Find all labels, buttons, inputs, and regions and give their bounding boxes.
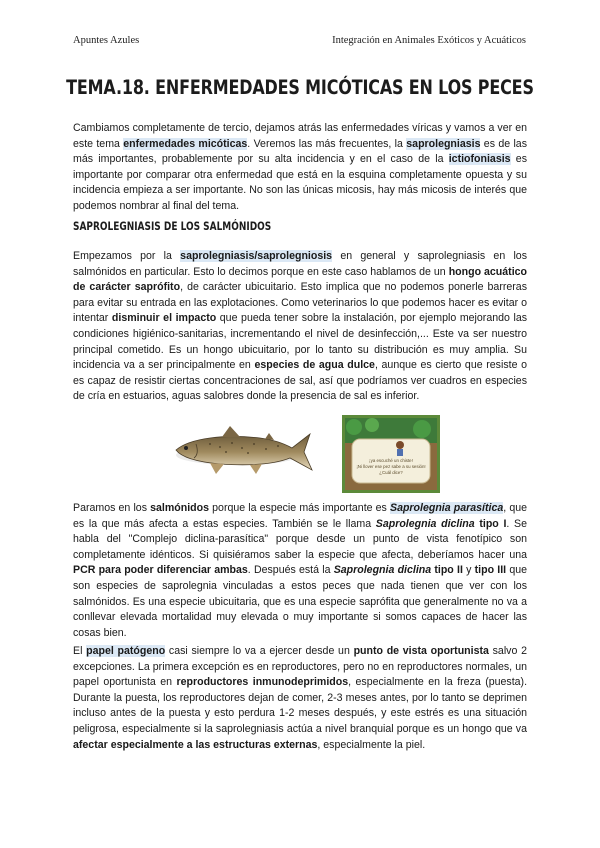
salmonidos-paragraph: Paramos en los salmónidos porque la especie más importante es Saprolegnia parasítica, que es la que más afecta a estas especies. También se le llama Saprolegnia diclina tipo I. Se habla del "Complejo diclina-parasítica" porque desde un punto de vista fenotípico son completamente idénticos. Si quisiéramos saber la especie que afecta, deberíamos hacer una PCR para poder diferenciar ambas. Después está la Saprolegnia diclina tipo II y tipo III que son especies de saprolegnia vinculadas a estos peces que nada tienen que ver con los salmónidos. Es una especie ubicuitaria, que es una especie saprófita que generalmente no va a conllevar elevada mortalidad muy elevada o muy importante si somos capaces de hacer las cosas bien.: [73, 502, 528, 639]
intro-paragraph: Cambiamos completamente de tercio, dejamos atrás las enfermedades víricas y vamos a ver en este tema enfermedades micóticas. Veremos las más frecuentes, la saprolegniasis es de las más importantes, probablemente por su alta incidencia y en el caso de la ictiofoniasis es importante por comparar otra enfermedad que está en la esquina completamente opuesta y su incidencia empieza a ser importante. No son las únicas micosis, hay más micosis de interés que podemos nombrar al final del tema.: [73, 122, 527, 212]
highlight-term: saprolegniasis: [406, 137, 481, 150]
game-scene-image: [342, 415, 440, 493]
trout-illustration: [170, 422, 315, 480]
scene-caption-1: ¡ya escuché un chiste!: [369, 458, 413, 463]
highlight-term: Saprolegnia parasítica: [390, 502, 504, 514]
highlight-term: ictiofoniasis: [448, 153, 511, 166]
page-title: TEMA.18. ENFERMEDADES MICÓTICAS EN LOS PECES: [66, 76, 534, 99]
header-right: Integración en Animales Exóticos y Acuáticos: [332, 35, 526, 46]
scene-caption-3: ¿Cuál dice?: [379, 470, 403, 475]
highlight-term: saprolegniasis/saprolegniosis: [180, 250, 333, 262]
highlight-term: papel patógeno: [86, 645, 166, 657]
game-scene-illustration: [342, 415, 440, 493]
scene-caption-2: ¡Ni llover ese pez sabe a su sesión!: [356, 464, 426, 469]
saprolegniasis-paragraph: Empezamos por la saprolegniasis/saprolegniosis en general y saprolegniasis en los salmónidos en particular. Esto lo decimos porque en este caso hablamos de un hongo acuático de carácter saprófito, de carácter ubicuitario. Esto implica que no podemos ponerle barreras para evitar su entrada en las explotaciones. Como veterinarios lo que podemos hacer es evitar o intentar disminuir el impacto que pueda tener sobre la instalación, por ejemplo mejorando las condiciones higiénico-sanitarias, incrementando el nivel de desinfección,... Este va ser nuestro principal cometido. Es un hongo ubicuitario, por lo tanto su distribución es muy amplia. Su incidencia va a ser principalmente en especies de agua dulce, aunque es cierto que resiste o es capaz de resistir ciertas concentraciones de sal, así que podríamos ver cuadros en especies de cría en estuarios, aguas salobres donde la presencia de sal es inferior.: [73, 250, 528, 403]
section-subtitle: SAPROLEGNIASIS DE LOS SALMÓNIDOS: [73, 219, 272, 233]
highlight-term: enfermedades micóticas: [123, 137, 248, 150]
papel-patogeno-paragraph: El papel patógeno casi siempre lo va a ejercer desde un punto de vista oportunista salvo 2 excepciones. La primera excepción es en reproductores, pero no en reproductores normales, un papel oportunista en reproductores inmunodeprimidos, especialmente en la freza (puesta). Durante la puesta, los reproductores dejan de comer, 2-3 meses antes, por lo tanto se deprimen incluso antes de la puesta y esto perdura 1-2 meses después, y este estrés es una situación peligrosa, especialmente si la saprolegniasis actúa a nivel branquial porque es un hongo que va afectar especialmente a las estructuras externas, especialmente la piel.: [73, 645, 528, 751]
header-left: Apuntes Azules: [73, 35, 140, 46]
